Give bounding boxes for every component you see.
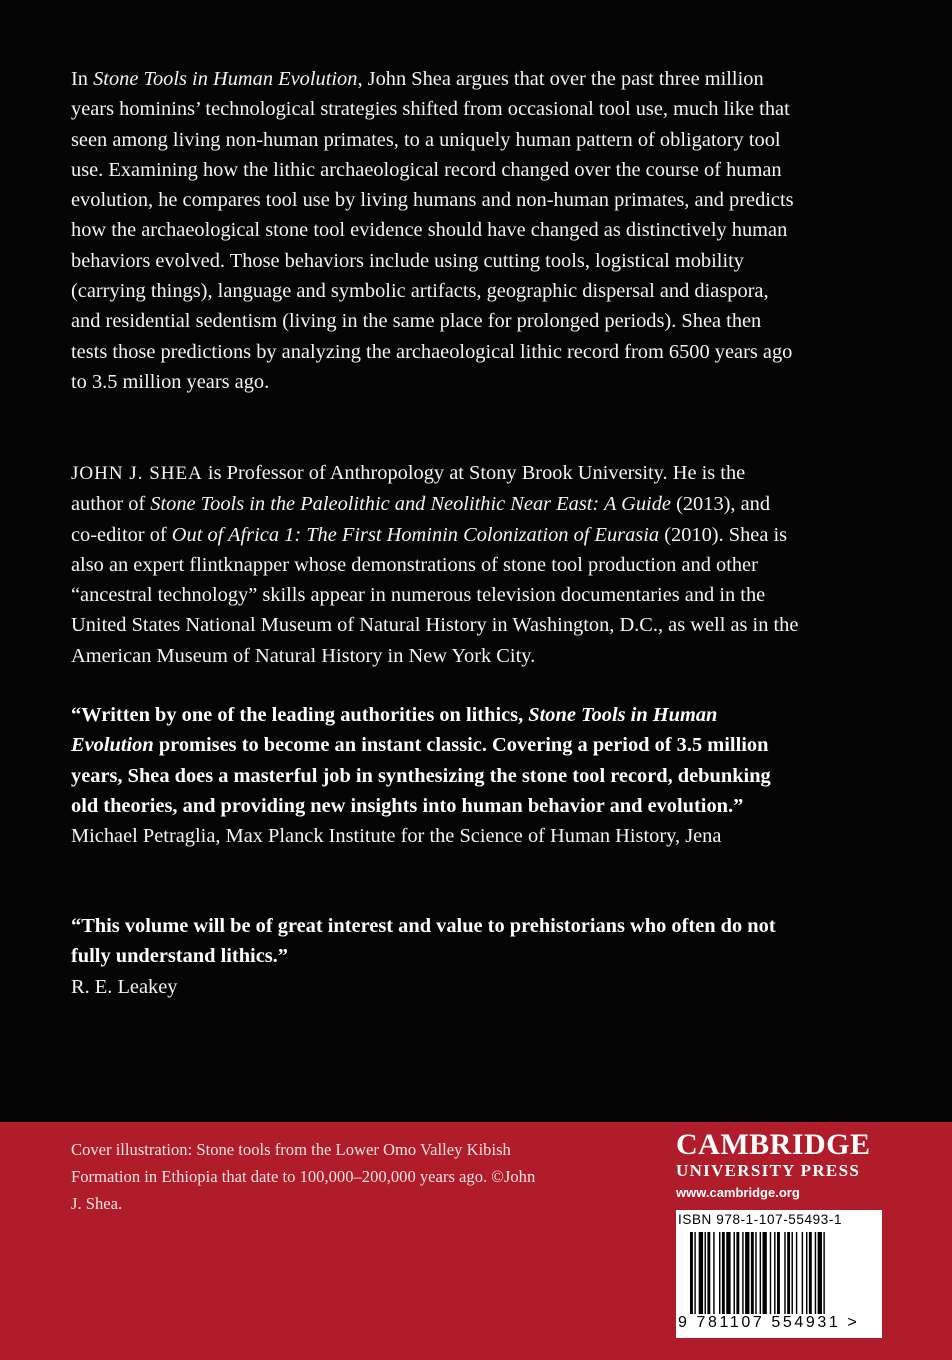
isbn-label: ISBN 978-1-107-55493-1 xyxy=(678,1212,843,1227)
author-name: JOHN J. SHEA xyxy=(71,463,203,484)
barcode-bar xyxy=(707,1232,710,1314)
barcode-bar xyxy=(734,1232,735,1314)
barcode-bar xyxy=(815,1232,816,1314)
endorsement-quote xyxy=(71,911,801,1002)
isbn-barcode xyxy=(676,1210,882,1338)
barcode-digits: 9 781107 554931 > xyxy=(678,1314,860,1331)
barcode-bar xyxy=(705,1232,706,1314)
barcode-bar xyxy=(751,1232,754,1314)
barcode-bar xyxy=(770,1232,771,1314)
book-title: Stone Tools in Human Evolution xyxy=(93,68,358,90)
barcode-bar xyxy=(823,1232,824,1314)
endorsement-quote xyxy=(71,700,801,851)
publisher-name: CAMBRIDGE xyxy=(676,1128,871,1161)
barcode-bars xyxy=(690,1232,878,1314)
quote-text: “This volume will be of great interest and value to prehistorians who often do not fully understand lithics.” xyxy=(71,915,776,968)
barcode-bar xyxy=(742,1232,743,1314)
barcode-bar xyxy=(713,1232,714,1314)
barcode-bar xyxy=(809,1232,812,1314)
barcode-bar xyxy=(726,1232,730,1314)
barcode-bar xyxy=(694,1232,695,1314)
barcode-bar xyxy=(796,1232,797,1314)
barcode-bar xyxy=(802,1232,803,1314)
cover-credit: Cover illustration: Stone tools from the Lower Omo Valley Kibish Formation in Ethiopia that date to 100,000–200,000 years ago. ©John J. Shea. xyxy=(71,1140,536,1213)
quote-text: “Written by one of the leading authorities on lithics, Stone Tools in Human Evolution promises to become an instant classic. Covering a period of 3.5 million years, Shea does a masterful job in synthesizing the stone tool record, debunking old theories, and providing new insights into human behavior and evolution.” xyxy=(71,704,771,817)
publisher-logo xyxy=(676,1128,886,1203)
book-title: Out of Africa 1: The First Hominin Colonization of Eurasia xyxy=(171,523,660,546)
barcode-bar xyxy=(690,1232,693,1314)
barcode-bar xyxy=(760,1232,761,1314)
book-title: Stone Tools in the Paleolithic and Neolithic Near East: A Guide xyxy=(150,493,671,516)
barcode-bar xyxy=(784,1232,785,1314)
barcode-bar xyxy=(736,1232,739,1314)
publisher-subtitle: UNIVERSITY PRESS xyxy=(676,1161,861,1180)
publisher-url: www.cambridge.org xyxy=(676,1185,800,1200)
barcode-bar xyxy=(722,1232,725,1314)
barcode-bar xyxy=(699,1232,703,1314)
quote-attribution: R. E. Leakey xyxy=(71,975,178,998)
barcode-bar xyxy=(787,1232,790,1314)
quote-attribution: Michael Petraglia, Max Planck Institute for the Science of Human History, Jena xyxy=(71,825,722,848)
blurb-paragraph: In Stone Tools in Human Evolution, John Shea argues that over the past three million years hominins’ technological strategies shifted from occasional tool use, much like that seen among living non-human primates, to a uniquely human pattern of obligatory tool use. Examining how the lithic archaeological record changed over the course of human evolution, he compares tool use by living humans and non-human primates, and predicts how the archaeological stone tool evidence should have changed as distinctively human behaviors evolved. Those behaviors include using cutting tools, logistical mobility (carrying things), language and symbolic artifacts, geographic dispersal and diaspora, and residential sedentism (living in the same place for prolonged periods). Shea then tests those predictions by analyzing the archaeological lithic record from 6500 years ago to 3.5 million years ago. xyxy=(71,68,794,393)
barcode-bar xyxy=(777,1232,780,1314)
barcode-bar xyxy=(774,1232,775,1314)
barcode-bar xyxy=(806,1232,807,1314)
barcode-bar xyxy=(792,1232,793,1314)
author-bio: JOHN J. SHEA is Professor of Anthropology at Stony Brook University. He is the author of Stone Tools in the Paleolithic and Neolithic Near East: A Guide (2013), and co-editor of Out of Africa 1: The First Hominin Colonization of Eurasia (2010). Shea is also an expert flintknapper whose demonstrations of stone tool production and other “ancestral technology” skills appear in numerous television documentaries and in the United States National Museum of Natural History in Washington, D.C., as well as in the American Museum of Natural History in New York City. xyxy=(71,462,799,667)
barcode-bar xyxy=(719,1232,720,1314)
barcode-bar xyxy=(755,1232,756,1314)
barcode-bar xyxy=(763,1232,767,1314)
barcode-bar xyxy=(745,1232,749,1314)
barcode-bar xyxy=(818,1232,822,1314)
book-title: Stone Tools in Human Evolution xyxy=(71,704,718,757)
